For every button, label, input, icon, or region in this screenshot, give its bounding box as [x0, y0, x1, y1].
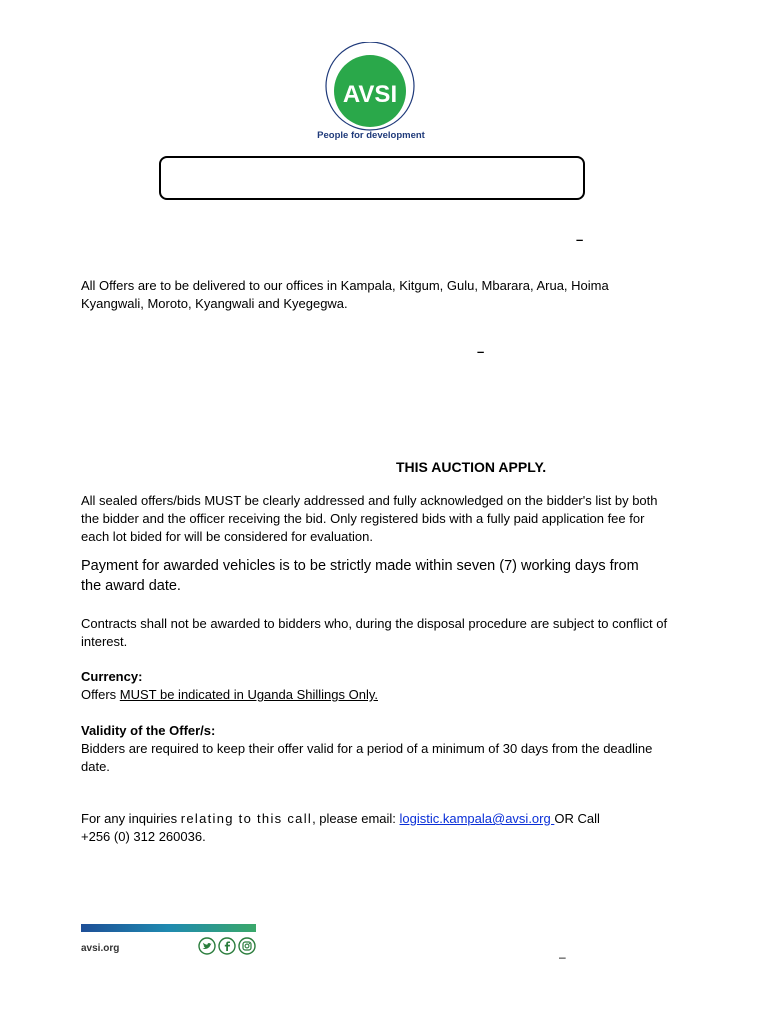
logo-tagline: People for development: [317, 130, 425, 141]
currency-text: [81, 686, 671, 704]
social-icons: [198, 936, 258, 956]
footer-gradient-bar: [81, 924, 256, 932]
inquiry-paragraph: [81, 810, 681, 846]
instagram-icon[interactable]: [239, 938, 255, 954]
facebook-icon[interactable]: [219, 938, 235, 954]
dash-mark: –: [576, 232, 584, 247]
validity-text: Bidders are required to keep their offer valid for a period of a minimum of 30 days from the deadline date.: [81, 741, 653, 774]
inquiry-spaced: relating to this call: [180, 811, 313, 826]
validity-label: Validity of the Offer/s:: [81, 723, 216, 738]
inquiry-mid: , please email:: [312, 811, 400, 826]
dash-mark: –: [559, 950, 566, 964]
sealed-bids-paragraph: All sealed offers/bids MUST be clearly addressed and fully acknowledged on the bidder's list by both the bidder and the officer receiving the bid. Only registered bids with a fully paid application fee for each lot bided for will be considered for evaluation.: [81, 493, 658, 544]
delivery-paragraph: All Offers are to be delivered to our offices in Kampala, Kitgum, Gulu, Mbarara, Arua, Hoima Kyangwali, Moroto, Kyangwali and Kyegegwa.: [81, 278, 609, 311]
twitter-icon[interactable]: [199, 938, 215, 954]
currency-label: Currency:: [81, 669, 143, 684]
payment-paragraph: Payment for awarded vehicles is to be strictly made within seven (7) working days from the award date.: [81, 558, 639, 594]
footer-site: avsi.org: [81, 943, 120, 954]
email-link[interactable]: logistic.kampala@avsi.org: [399, 811, 555, 826]
inquiry-phone: +256 (0) 312 260036.: [81, 829, 206, 844]
dash-mark: –: [477, 344, 485, 359]
logo-text: AVSI: [342, 81, 398, 108]
contracts-paragraph: Contracts shall not be awarded to bidders who, during the disposal procedure are subject to conflict of interest.: [81, 616, 668, 649]
currency-requirement: MUST be indicated in Uganda Shillings Only.: [119, 687, 378, 702]
currency-prefix: Offers: [81, 687, 120, 702]
title-box: [159, 156, 585, 200]
inquiry-prefix: For any inquiries: [81, 811, 181, 826]
inquiry-suffix: OR Call: [554, 811, 600, 826]
avsi-logo: [320, 42, 420, 132]
auction-heading: THIS AUCTION APPLY.: [396, 459, 547, 475]
